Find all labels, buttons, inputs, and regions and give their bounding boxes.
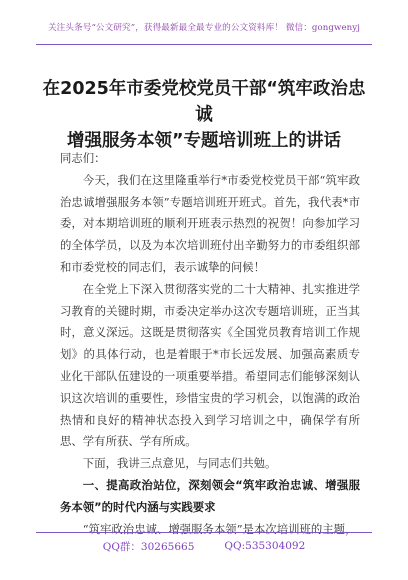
banner-text: 关注头条号“公文研究”，获得最新最全最专业的公文资料库！ 微信：gongwenyj (47, 23, 361, 33)
qq-text: QQ:535304092 (224, 540, 306, 552)
paragraph-2: 在全党上下深入贯彻落实党的二十大精神、扎实推进学习教育的关键时期，市委决定举办这次专题培训班，正当其时，意义深远。这既是贯彻落实《全国党员教育培训工作规划》的具体行动，也是着眼于*市长远发展、加强高素质专业化干部队伍建设的一项重要举措。希望同志们能够深刻认识这次培训的重要性，珍惜宝贵的学习机会，以饱满的政治热情和良好的精神状态投入到学习培训之中，确保学有所思、学有所获、学有所成。 (60, 281, 360, 449)
paragraph-1: 今天，我们在这里隆重举行*市委党校党员干部“筑牢政治忠诚增强服务本领”专题培训班开班式。首先，我代表*市委，对本期培训班的顺利开班表示热烈的祝贺！向参加学习的全体学员，以及为本次培训班付出辛勤努力的市委组织部和市委党校的同志们，表示诚挚的问候！ (60, 172, 360, 274)
footer-bar (36, 532, 372, 559)
title-line-2: 增强服务本领”专题培训班上的讲话 (66, 131, 341, 151)
salutation: 同志们： (60, 151, 106, 165)
document-title (40, 76, 368, 154)
qq-group-text: QQ群：30265665 (102, 540, 195, 553)
paragraph-4: “筑牢政治忠诚、增强服务本领”是本次培训班的主题， (82, 521, 357, 536)
title-line-1: 在2025年市委党校党员干部“筑牢政治忠诚 (42, 79, 366, 125)
document-body (60, 148, 360, 540)
top-banner (36, 10, 372, 45)
section-heading: 一、提高政治站位，深刻领会“筑牢政治忠诚、增强服务本领”的时代内涵与实践要求 (60, 477, 360, 514)
paragraph-3: 下面，我讲三点意见，与同志们共勉。 (82, 456, 277, 471)
